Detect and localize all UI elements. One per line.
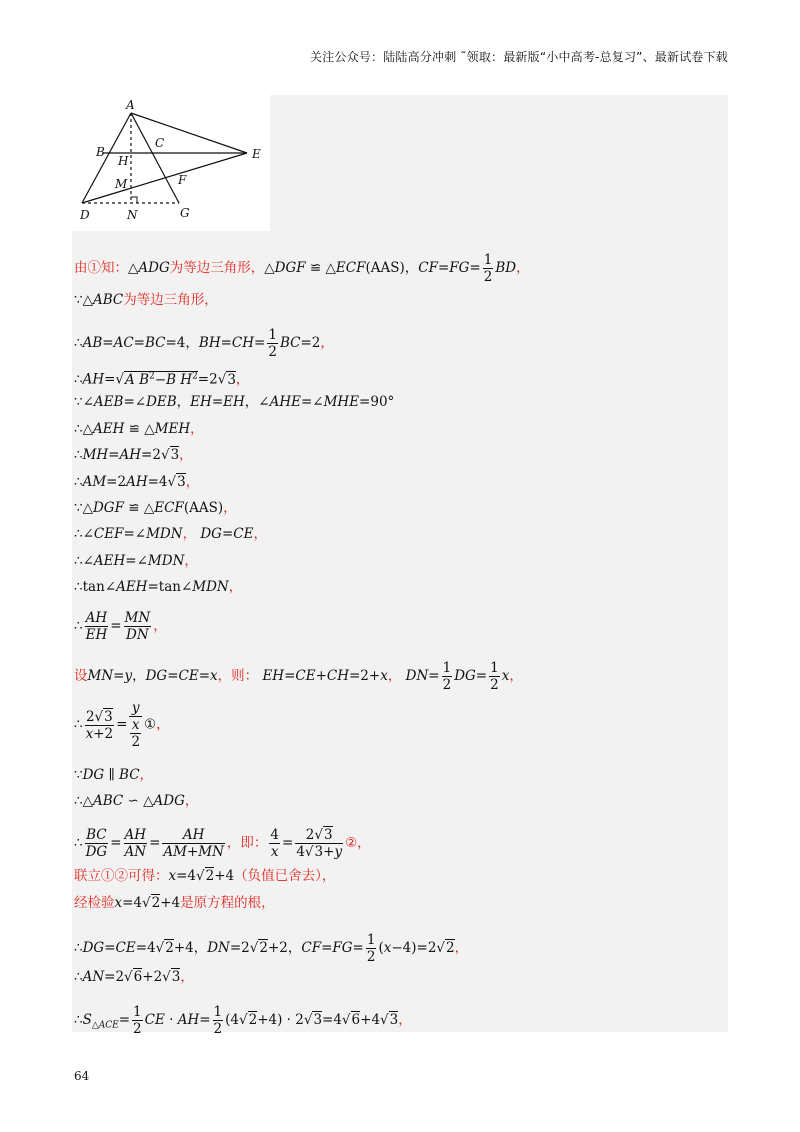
label-D: D	[80, 208, 90, 222]
solution-line-2: ∵△ABC为等边三角形，	[74, 292, 218, 308]
solution-line-15: ∴ $\frac{2√3}{x+2}$ = $\frac{y}{\frac{x}{2}}$ ①，	[74, 700, 170, 750]
solution-line-16: ∵DG ∥ BC，	[74, 767, 154, 783]
solution-line-13: ∴ $\frac{AH}{EH}$ = $\frac{MN}{DN}$ ，	[74, 610, 167, 643]
solution-line-7: ∴MH=AH=2√3，	[74, 447, 193, 463]
solution-line-8: ∴AM=2AH=4√3，	[74, 474, 200, 490]
solution-line-10: ∴∠CEF=∠MDN， DG=CE，	[74, 526, 267, 542]
solution-line-21: ∴DG=CE=4√2+4，DN=2√2+2，CF=FG= $\frac{1}{2}$ (x−4)=2√2，	[74, 932, 469, 965]
solution-line-22: ∴AN=2√6+2√3，	[74, 969, 194, 985]
solution-line-17: ∴△ABC ∽ △ADG，	[74, 793, 199, 809]
label-A: A	[126, 98, 135, 112]
label-G: G	[180, 206, 190, 220]
solution-line-20: 经检验x=4√2+4是原方程的根，	[74, 895, 275, 911]
label-E: E	[252, 147, 261, 161]
label-F: F	[178, 173, 187, 187]
triangle-diagram	[72, 95, 270, 231]
solution-line-4: ∴AH=√A $B^2-B$ $H^2=2√3$，	[74, 371, 250, 388]
solution-line-9: ∵△DGF ≌ △ECF(AAS)，	[74, 500, 237, 516]
solution-line-1: 由①知：△ADG为等边三角形，△DGF ≌ △ECF(AAS)，CF=FG= $\frac{1}{2}$ BD，	[74, 252, 530, 285]
solution-line-5: ∵∠AEB=∠DEB，EH=EH，∠AHE=∠MHE=90°	[74, 394, 395, 410]
solution-line-19: 联立①②可得：x=4√2+4（负值已舍去），	[74, 868, 336, 884]
solution-line-12: ∴tan∠AEH=tan∠MDN，	[74, 579, 243, 595]
label-H: H	[118, 154, 129, 168]
label-B: B	[96, 145, 105, 159]
solution-line-18: ∴ $\frac{BC}{DG}$ = $\frac{AH}{AN}$ = $\frac{AH}{AM+MN}$ ，即： $\frac{4}{x}$ = $\frac{2√3}{4√3+y}$ ②，	[74, 827, 371, 860]
label-M: M	[115, 177, 128, 191]
label-C: C	[155, 136, 165, 150]
geometry-figure	[72, 95, 270, 231]
solution-line-23: $\therefore S_{\triangle ACE}=$ $\frac{1}{2}$ CE · AH= $\frac{1}{2}$ (4√2+4) · 2√3=4√6+4√3，	[74, 1004, 412, 1037]
solution-line-11: ∴∠AEH=∠MDN，	[74, 553, 198, 569]
solution-line-14: 设MN=y，DG=CE=x，则： EH=CE+CH=2+x， DN= $\frac{1}{2}$ DG= $\frac{1}{2}$ x，	[74, 660, 523, 693]
solution-line-3: ∴AB=AC=BC=4，BH=CH= $\frac{1}{2}$ BC=2，	[74, 327, 334, 360]
solution-line-6: ∴△AEH ≌ △MEH，	[74, 421, 204, 437]
label-N: N	[127, 208, 138, 222]
page-number: 64	[74, 1069, 90, 1083]
page-header: 关注公众号：陆陆高分冲刺 ˜领取：最新版“小中高考-总复习”、最新试卷下载	[310, 50, 728, 64]
